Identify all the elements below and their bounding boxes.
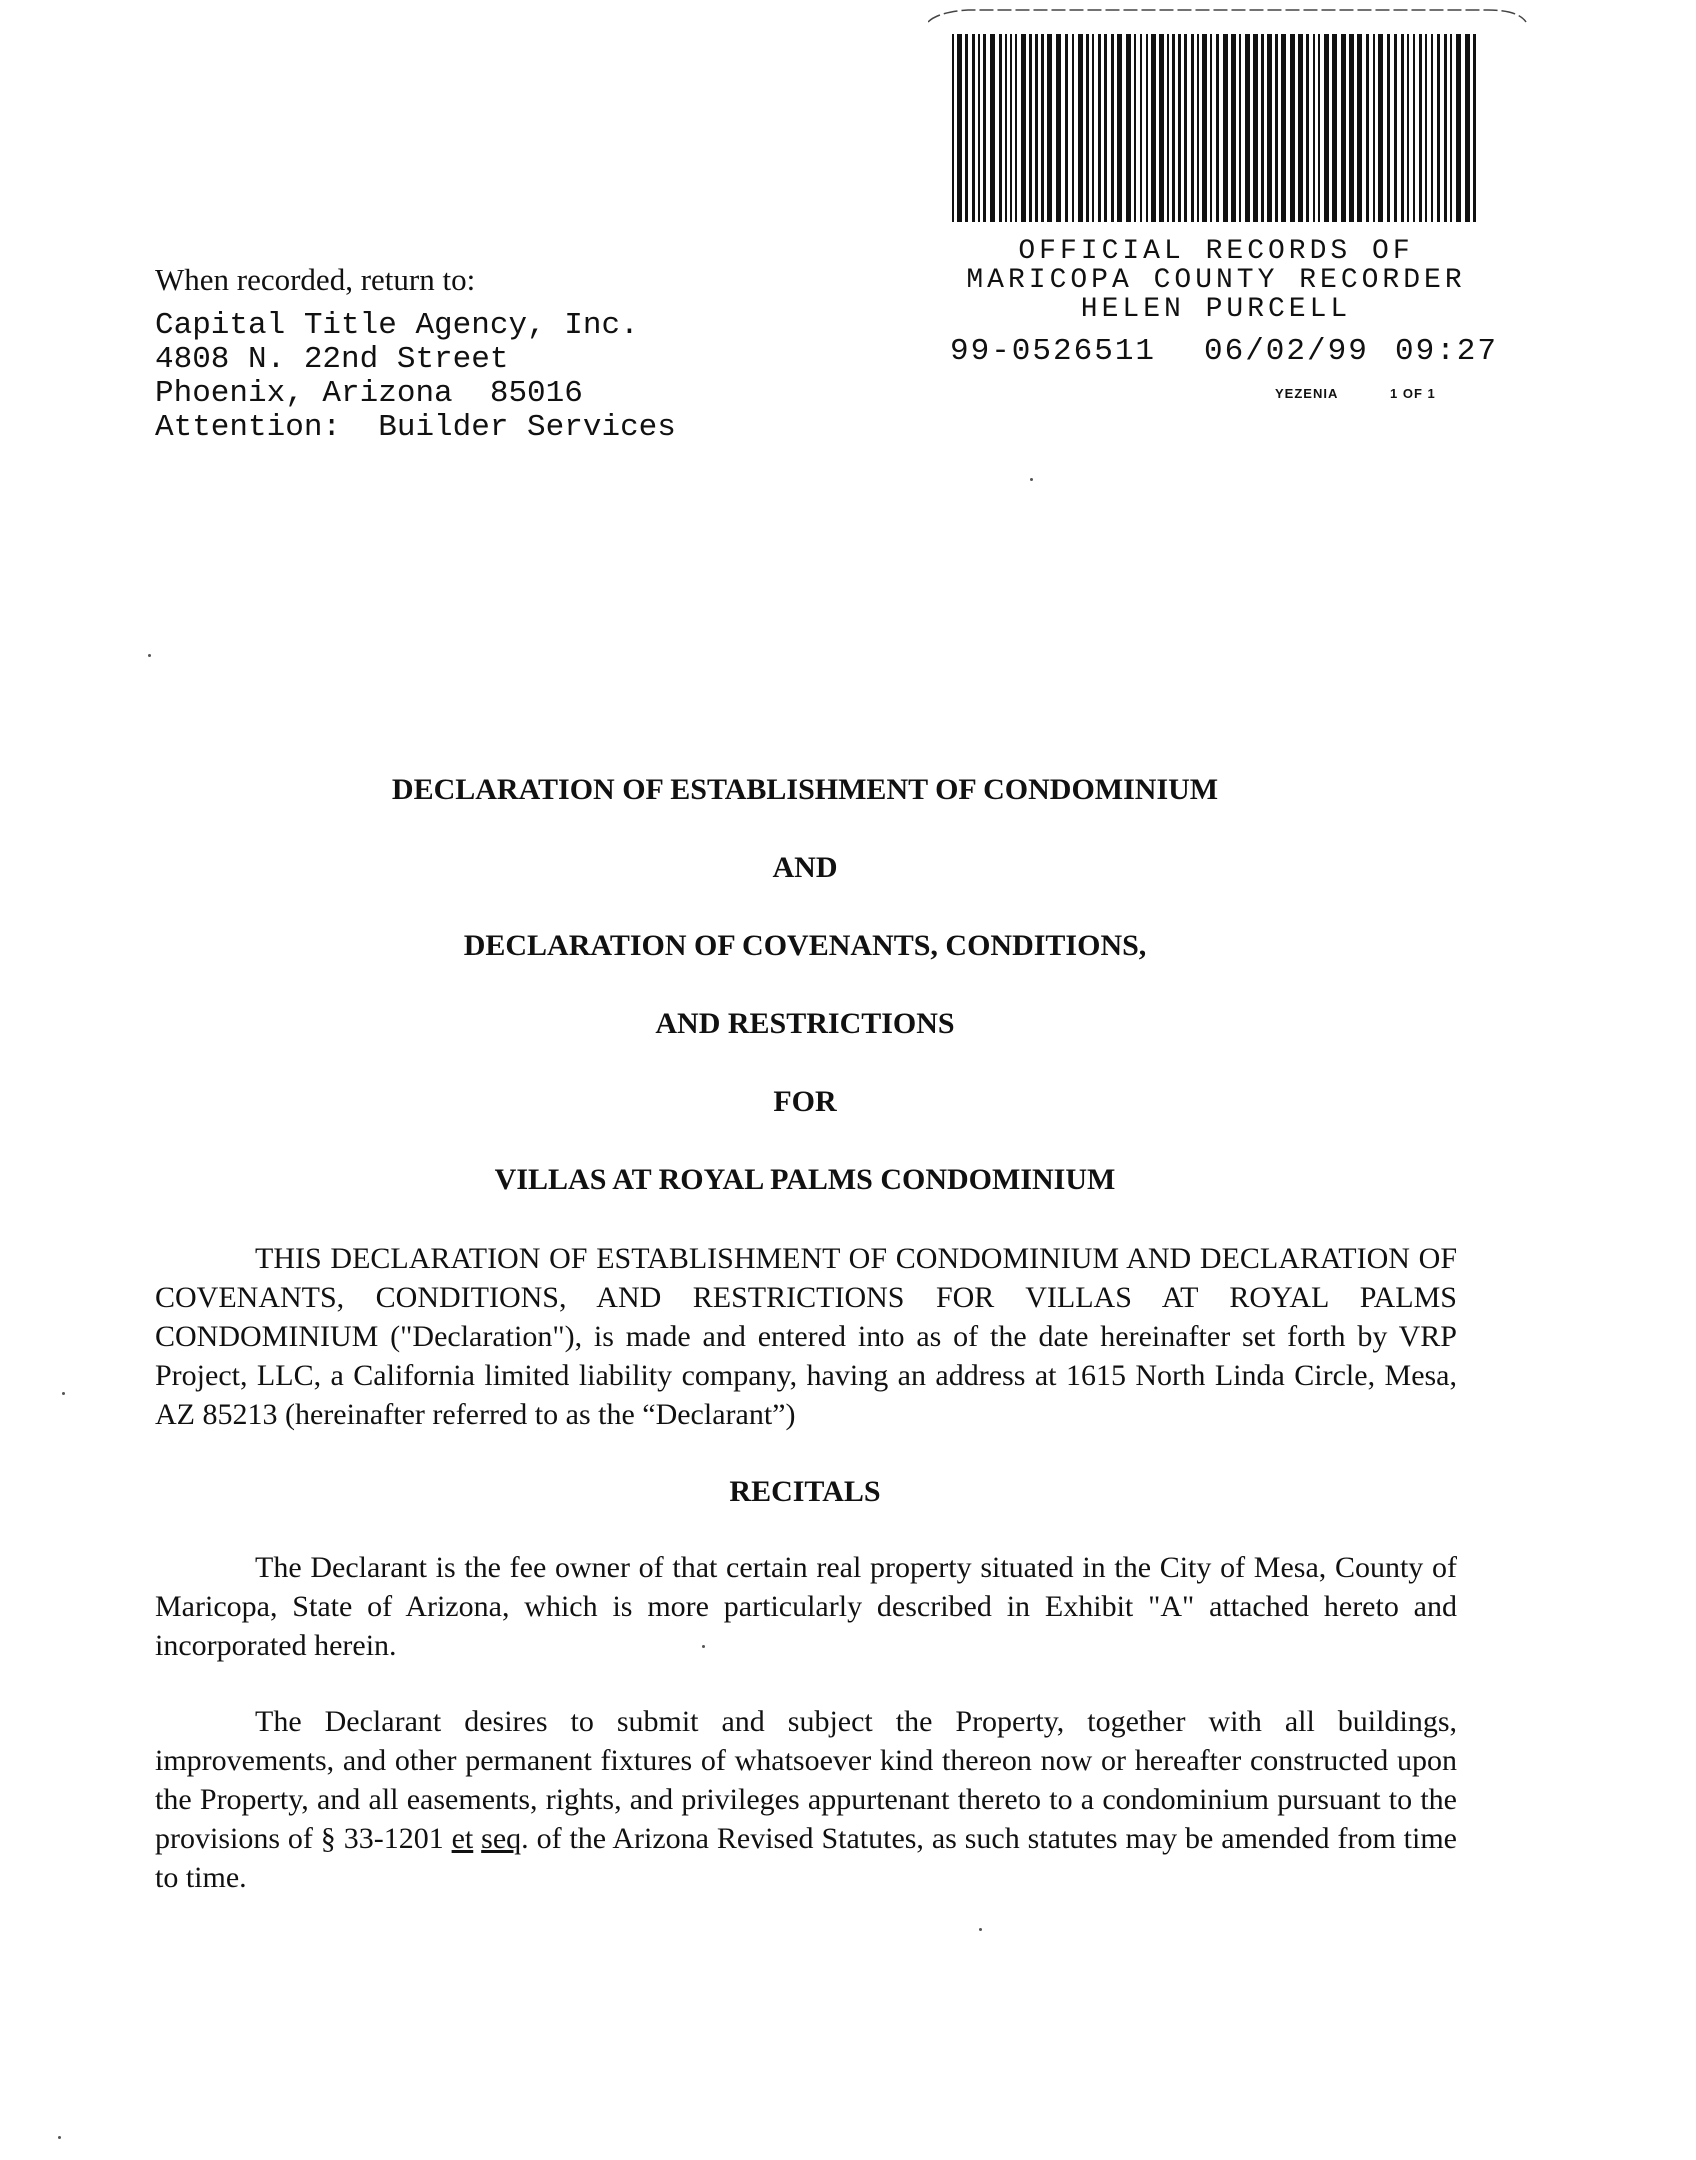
record-date: 06/02/99	[1204, 334, 1369, 369]
return-address-line: 4808 N. 22nd Street	[155, 342, 509, 377]
recital-paragraph-text-end: . of the Arizona Revised Statutes, as such statutes may be amended from time to time.	[155, 1822, 1457, 1894]
recorder-name: HELEN PURCELL	[1080, 294, 1352, 325]
barcode-bar	[1191, 34, 1194, 222]
recitals-heading: RECITALS	[729, 1475, 881, 1508]
barcode-bar	[1253, 34, 1258, 222]
barcode-bar	[1056, 34, 1061, 222]
barcode-bar	[965, 34, 968, 222]
scan-speck	[148, 654, 151, 657]
barcode-bar	[1146, 34, 1148, 222]
barcode-bar	[1306, 34, 1309, 222]
document-title-line: AND	[772, 851, 838, 884]
barcode-bar	[1078, 34, 1083, 222]
barcode-bar	[1072, 34, 1074, 222]
barcode-bar	[1239, 34, 1241, 222]
barcode-bar	[1210, 34, 1212, 222]
barcode-bar	[1159, 34, 1164, 222]
barcode-bar	[1431, 34, 1433, 222]
scan-speck	[979, 1928, 982, 1931]
barcode-bar	[1231, 34, 1236, 222]
barcode-bar	[1086, 34, 1089, 222]
barcode-bar	[1223, 34, 1228, 222]
barcode	[948, 34, 1480, 224]
barcode-bar	[972, 34, 975, 222]
scan-speck	[702, 1645, 705, 1648]
barcode-bar	[1178, 34, 1181, 222]
barcode-bar	[983, 34, 986, 222]
intro-paragraph-text: THIS DECLARATION OF ESTABLISHMENT OF CONDOMINIUM AND DECLARATION OF COVENANTS, CONDITIONS, AND RESTRICTIONS FOR VILLAS AT ROYAL PALMS CONDOMINIUM ("Declaration"), is made and entered into as of the date hereinafter set forth by VRP Project, LLC, a California limited liability company, having an address at 1615 North Linda Circle, Mesa, AZ 85213 (hereinafter referred to as the “Declarant”)	[155, 1242, 1457, 1431]
barcode-bar	[1126, 34, 1131, 222]
barcode-bar	[952, 34, 954, 222]
barcode-bar	[1473, 34, 1476, 222]
barcode-bar	[1378, 34, 1383, 222]
barcode-bar	[1324, 34, 1329, 222]
recital-paragraph	[155, 1548, 1457, 1665]
barcode-bar	[1387, 34, 1390, 222]
barcode-bar	[1275, 34, 1278, 222]
barcode-bar	[1184, 34, 1187, 222]
barcode-bar	[1465, 34, 1470, 222]
barcode-bar	[1261, 34, 1264, 222]
barcode-bar	[1098, 34, 1101, 222]
barcode-bar	[1450, 34, 1452, 222]
barcode-bar	[1349, 34, 1354, 222]
barcode-bar	[1313, 34, 1315, 222]
seq-underlined: seq	[481, 1822, 522, 1855]
barcode-bar	[1167, 34, 1169, 222]
barcode-bar	[1318, 34, 1320, 222]
barcode-bar	[1245, 34, 1250, 222]
barcode-bar	[1092, 34, 1094, 222]
barcode-bar	[1111, 34, 1114, 222]
document-title-line: DECLARATION OF COVENANTS, CONDITIONS,	[463, 929, 1147, 962]
recital-paragraph	[155, 1702, 1457, 1897]
scan-speck	[62, 1392, 65, 1395]
barcode-bar	[1117, 34, 1122, 222]
barcode-bar	[1444, 34, 1447, 222]
return-to-heading: When recorded, return to:	[155, 262, 476, 297]
barcode-bar	[1104, 34, 1107, 222]
barcode-bar	[957, 34, 962, 222]
page-count: 1 OF 1	[1390, 386, 1436, 401]
et-underlined: et	[451, 1822, 474, 1855]
barcode-bar	[1298, 34, 1303, 222]
barcode-bar	[1413, 34, 1415, 222]
barcode-bar	[1332, 34, 1337, 222]
barcode-bar	[1437, 34, 1440, 222]
recorder-office: OFFICIAL RECORDS OF	[1018, 236, 1414, 267]
document-title-line: DECLARATION OF ESTABLISHMENT OF CONDOMINIUM	[391, 773, 1219, 806]
barcode-bar	[1366, 34, 1369, 222]
barcode-bar	[1140, 34, 1142, 222]
barcode-bar	[1010, 34, 1012, 222]
recital-paragraph-text: The Declarant desires to submit and subject the Property, together with all buildings, improvements, and other permanent fixtures of whatsoever kind thereon now or hereafter constructed upon the Property, and all easements, rights, and privileges appurtenant thereto to a condominium pursuant to the provisions of § 33-1201	[155, 1705, 1457, 1855]
document-title-line: VILLAS AT ROYAL PALMS CONDOMINIUM	[494, 1163, 1116, 1196]
record-number: 99-0526511	[950, 334, 1157, 369]
barcode-bar	[1290, 34, 1295, 222]
recorder-county: MARICOPA COUNTY RECORDER	[966, 265, 1466, 296]
barcode-bar	[978, 34, 980, 222]
document-title-line: FOR	[773, 1085, 837, 1118]
barcode-bar	[1015, 34, 1017, 222]
barcode-bar	[1456, 34, 1461, 222]
barcode-bar	[1407, 34, 1409, 222]
barcode-bar	[990, 34, 995, 222]
recording-clerk: YEZENIA	[1275, 386, 1339, 401]
barcode-bar	[1357, 34, 1362, 222]
barcode-bar	[1172, 34, 1175, 222]
barcode-bar	[1005, 34, 1007, 222]
barcode-bar	[999, 34, 1002, 222]
barcode-bar	[1281, 34, 1286, 222]
barcode-bar	[1134, 34, 1136, 222]
barcode-bar	[1401, 34, 1404, 222]
barcode-bar	[1151, 34, 1156, 222]
return-address-line: Capital Title Agency, Inc.	[155, 308, 639, 343]
return-address-line: Attention: Builder Services	[155, 410, 676, 445]
barcode-bar	[1216, 34, 1219, 222]
record-time: 09:27	[1395, 334, 1499, 369]
barcode-bar	[1373, 34, 1375, 222]
barcode-bar	[1425, 34, 1427, 222]
barcode-bar	[1021, 34, 1026, 222]
scan-speck	[1030, 478, 1033, 481]
barcode-bar	[1197, 34, 1199, 222]
return-address-line: Phoenix, Arizona 85016	[155, 376, 583, 411]
barcode-bar	[1394, 34, 1397, 222]
recital-paragraph-text: The Declarant is the fee owner of that certain real property situated in the City of Mesa, County of Maricopa, State of Arizona, which is more particularly described in Exhibit "A" attached hereto and incorporated herein.	[155, 1551, 1457, 1662]
barcode-bar	[1041, 34, 1044, 222]
barcode-bar	[1065, 34, 1068, 222]
document-title-line: AND RESTRICTIONS	[655, 1007, 955, 1040]
intro-paragraph	[155, 1239, 1457, 1434]
barcode-bar	[1341, 34, 1346, 222]
barcode-bar	[1029, 34, 1032, 222]
barcode-bar	[1202, 34, 1207, 222]
barcode-bar	[1047, 34, 1052, 222]
barcode-bar	[1035, 34, 1038, 222]
barcode-bar	[1267, 34, 1272, 222]
recorder-stamp-frame	[928, 2, 1528, 24]
scan-speck	[58, 2136, 61, 2139]
barcode-bar	[1419, 34, 1422, 222]
